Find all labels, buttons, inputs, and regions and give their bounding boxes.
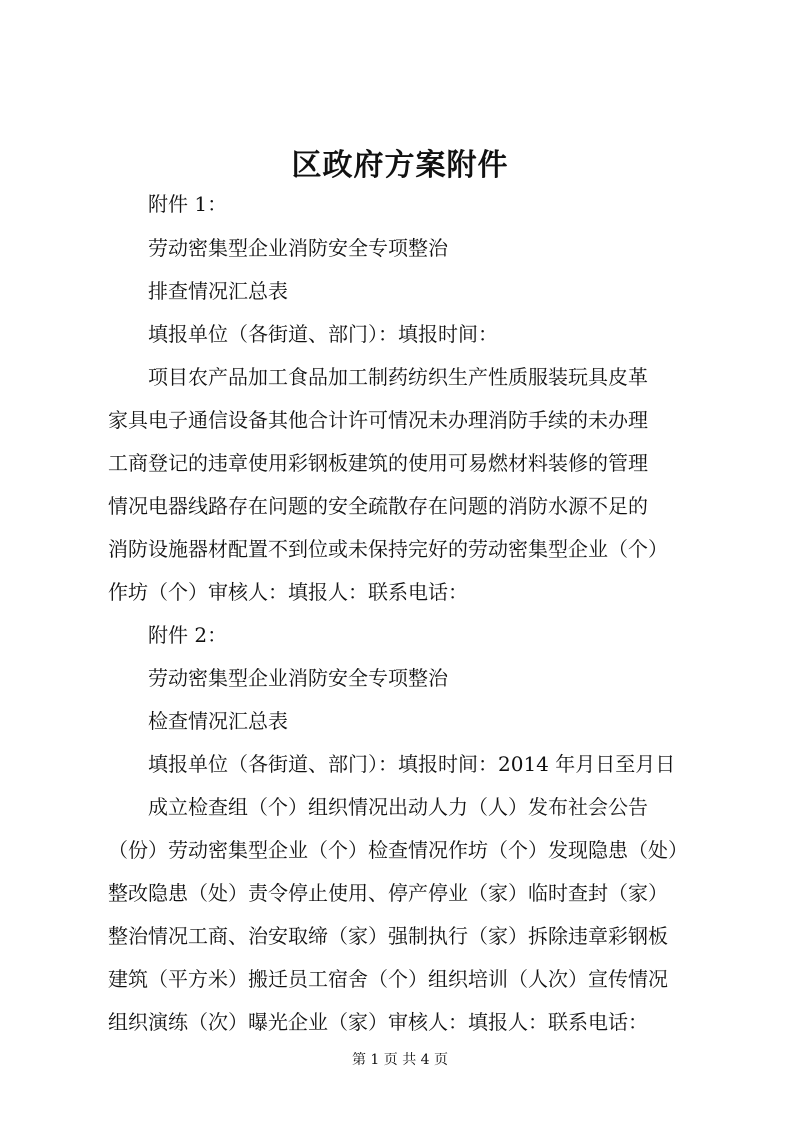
paragraph-line: 工商登记的违章使用彩钢板建筑的使用可易燃材料装修的管理 [108, 451, 648, 475]
paragraph-line: 项目农产品加工食品加工制药纺织生产性质服装玩具皮革 [148, 365, 648, 389]
paragraph-line: 建筑（平方米）搬迁员工宿舍（个）组织培训（人次）宣传情况 [108, 967, 668, 991]
paragraph-line: 消防设施器材配置不到位或未保持完好的劳动密集型企业（个） [108, 537, 668, 561]
paragraph-line: （份）劳动密集型企业（个）检查情况作坊（个）发现隐患（处） [108, 838, 688, 862]
attachment-1-fill-info: 填报单位（各街道、部门）：填报时间： [148, 322, 498, 346]
attachment-2-subheading: 检查情况汇总表 [148, 709, 288, 733]
paragraph-line: 情况电器线路存在问题的安全疏散存在问题的消防水源不足的 [108, 494, 648, 518]
attachment-1-label: 附件 1： [148, 192, 228, 216]
paragraph-line: 整治情况工商、治安取缔（家）强制执行（家）拆除违章彩钢板 [108, 924, 668, 948]
attachment-1-subheading: 排查情况汇总表 [148, 279, 288, 303]
attachment-2-fill-info: 填报单位（各街道、部门）：填报时间：2014 年月日至月日 [148, 752, 676, 776]
paragraph-line: 作坊（个）审核人：填报人：联系电话： [108, 580, 468, 604]
paragraph-line: 组织演练（次）曝光企业（家）审核人：填报人：联系电话： [108, 1010, 648, 1034]
attachment-2-label: 附件 2： [148, 623, 228, 647]
attachment-1-heading: 劳动密集型企业消防安全专项整治 [148, 236, 448, 260]
paragraph-line: 家具电子通信设备其他合计许可情况未办理消防手续的未办理 [108, 408, 648, 432]
document-title: 区政府方案附件 [291, 148, 509, 183]
paragraph-line: 整改隐患（处）责令停止使用、停产停业（家）临时查封（家） [108, 881, 668, 905]
page-number: 第 1 页 共 4 页 [351, 1052, 449, 1068]
paragraph-line: 成立检查组（个）组织情况出动人力（人）发布社会公告 [148, 795, 648, 819]
attachment-2-heading: 劳动密集型企业消防安全专项整治 [148, 666, 448, 690]
